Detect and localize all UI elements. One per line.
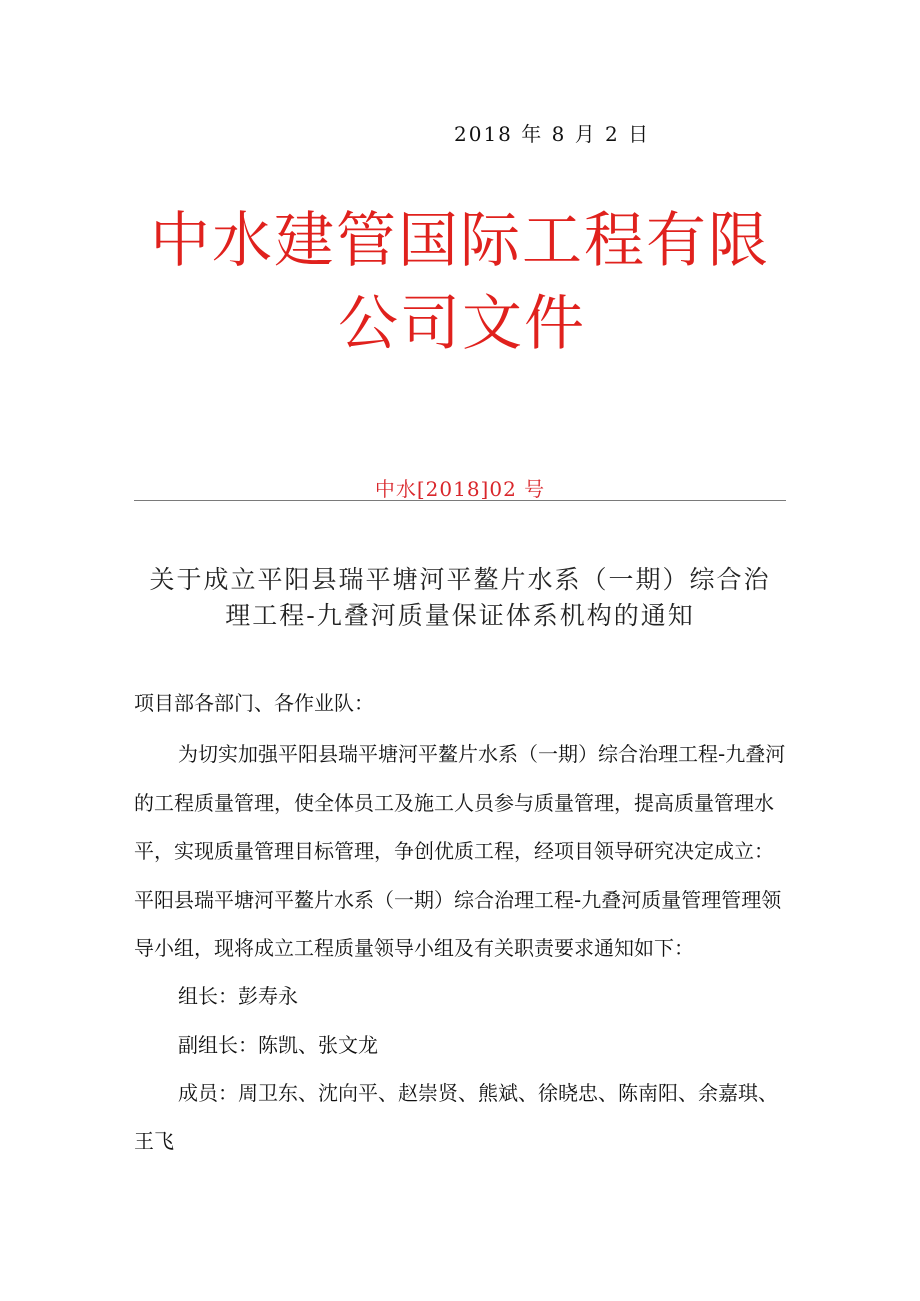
paragraph-line: 导小组，现将成立工程质量领导小组及有关职责要求通知如下：: [134, 936, 694, 960]
deputy-leader-line: 副组长：陈凯、张文龙: [178, 1033, 378, 1057]
subject-line-2: 理工程-九叠河质量保证体系机构的通知: [225, 601, 695, 630]
paragraph-line: 为切实加强平阳县瑞平塘河平鳌片水系（一期）综合治理工程-九叠河: [178, 742, 786, 766]
paragraph-line: 平，实现质量管理目标管理，争创优质工程，经项目领导研究决定成立：: [134, 839, 774, 863]
leader-line: 组长：彭寿永: [178, 984, 298, 1008]
members-line-1: 成员：周卫东、沈向平、赵崇贤、熊斌、徐晓忠、陈南阳、余嘉琪、: [178, 1081, 778, 1105]
organization-title-line-2: 公司文件: [338, 289, 586, 359]
paragraph-line: 平阳县瑞平塘河平鳌片水系（一期）综合治理工程-九叠河质量管理管理领: [134, 888, 782, 912]
document-date: 2018 年 8 月 2 日: [454, 122, 651, 146]
header-divider: [134, 500, 786, 501]
subject-line-1: 关于成立平阳县瑞平塘河平鳌片水系（一期）综合治: [149, 565, 771, 594]
document-number: 中水[2018]02 号: [374, 477, 546, 501]
organization-title-line-1: 中水建管国际工程有限: [150, 206, 770, 276]
members-line-2: 王飞: [134, 1129, 174, 1153]
salutation: 项目部各部门、各作业队：: [134, 691, 374, 715]
paragraph-line: 的工程质量管理，使全体员工及施工人员参与质量管理，提高质量管理水: [134, 791, 774, 815]
